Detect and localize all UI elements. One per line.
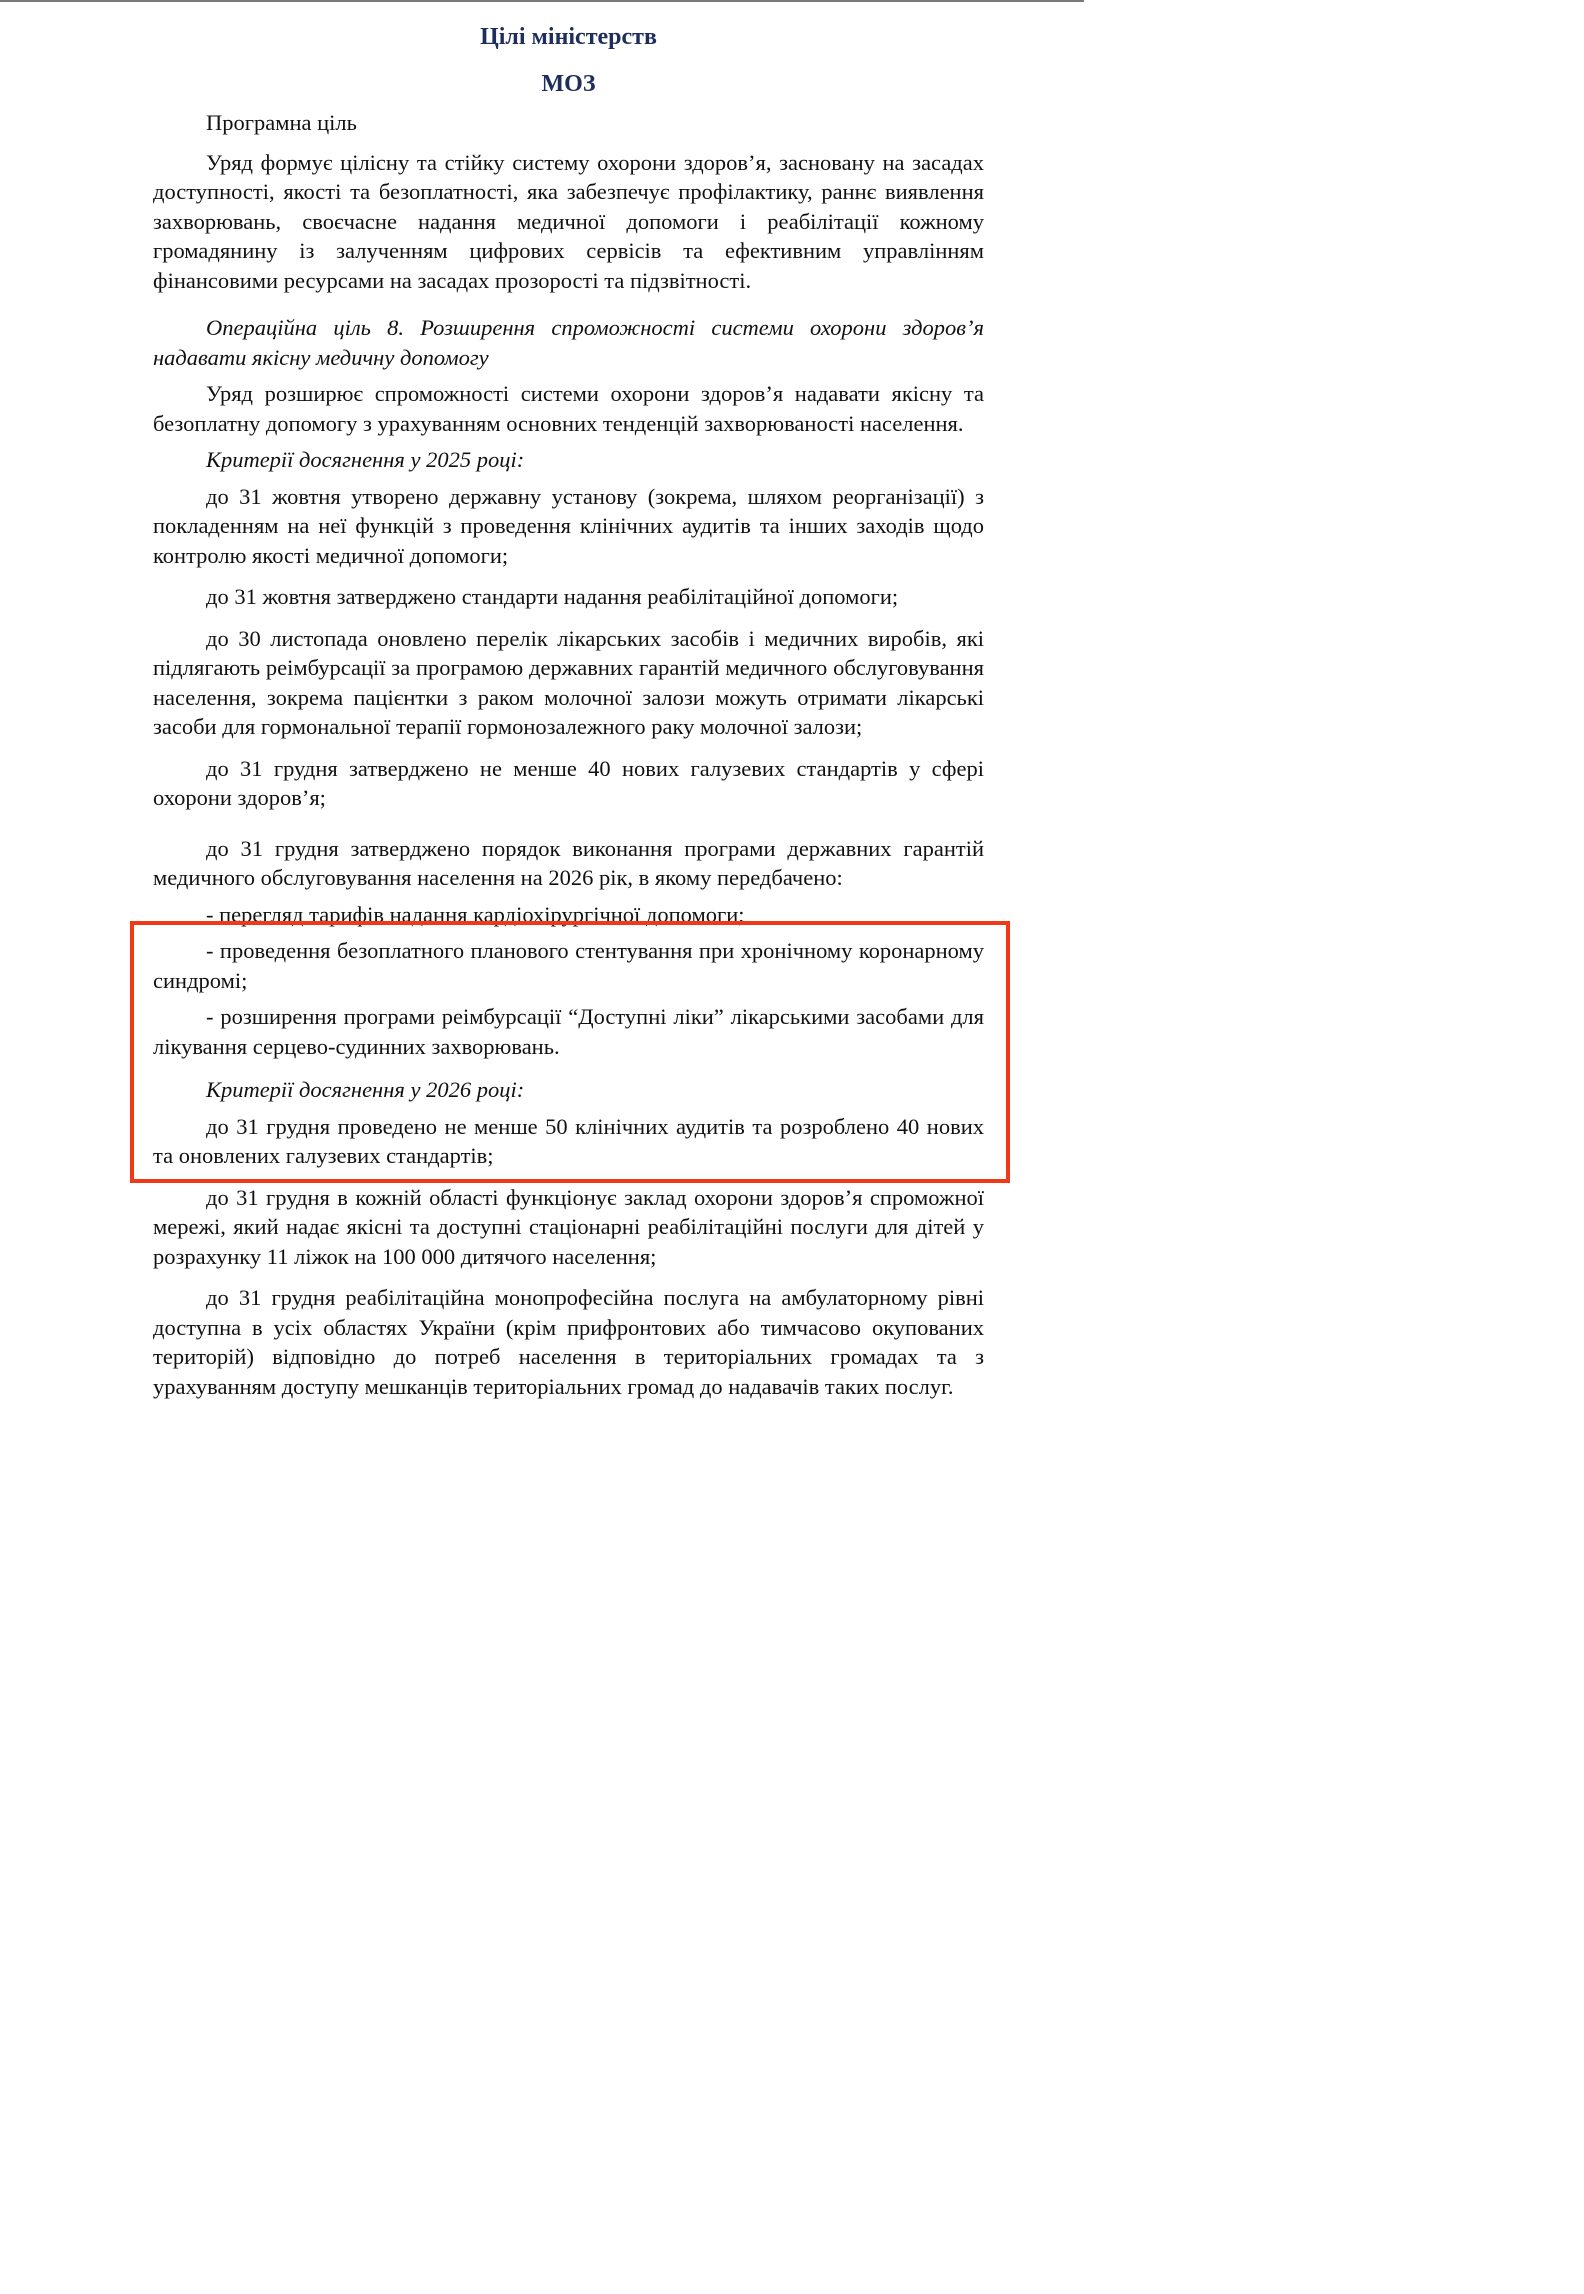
document-page — [153, 0, 984, 1401]
highlighted-bullet: - розширення програми реімбурсації “Доступні ліки” лікарськими засобами для лікування серцево-судинних захворювань. — [153, 1004, 984, 1059]
criteria-2026-heading: Критерії досягнення у 2026 році: — [206, 1077, 525, 1102]
highlighted-intro: до 31 грудня затверджено порядок виконання програми державних гарантій медичного обслуговування населення на 2026 рік, в якому передбачено: — [153, 835, 984, 890]
criteria-2025-item: до 31 жовтня утворено державну установу (зокрема, шляхом реорганізації) з покладенням на неї функцій з проведення клінічних аудитів та інших заходів щодо контролю якості медичної допомоги; — [153, 483, 984, 568]
highlighted-bullet: - проведення безоплатного планового стентування при хронічному коронарному синдромі; — [153, 938, 984, 993]
operational-goal-title: Операційна ціль 8. Розширення спроможності системи охорони здоров’я надавати якісну медичну допомогу — [153, 315, 984, 370]
criteria-2025-item: до 30 листопада оновлено перелік лікарських засобів і медичних виробів, які підлягають реімбурсації за програмою державних гарантій медичного обслуговування населення, зокрема пацієнтки з раком молочної залози можуть отримати лікарські засоби для гормональної терапії гормонозалежного раку молочної залози; — [153, 625, 984, 739]
highlighted-block — [153, 834, 984, 1062]
criteria-2026-item: до 31 грудня в кожній області функціонує заклад охорони здоров’я спроможної мережі, який надає якісні та доступні стаціонарні реабілітаційні послуги для дітей у розрахунку 11 ліжок на 100 000 дитячого населення; — [153, 1184, 984, 1269]
criteria-2026-item: до 31 грудня проведено не менше 50 клінічних аудитів та розроблено 40 нових та оновлених галузевих стандартів; — [153, 1113, 984, 1168]
program-goal-text: Уряд формує цілісну та стійку систему охорони здоров’я, засновану на засадах доступності, якості та безоплатності, яка забезпечує профілактику, раннє виявлення захворювань, своєчасне надання медичної допомоги і реабілітації кожному громадянину із залученням цифрових сервісів та ефективним управлінням фінансовими ресурсами на засадах прозорості та підзвітності. — [153, 149, 984, 293]
criteria-2025-item: до 31 грудня затверджено не менше 40 нових галузевих стандартів у сфері охорони здоров’я; — [153, 755, 984, 810]
operational-goal-text: Уряд розширює спроможності системи охорони здоров’я надавати якісну та безоплатну допомогу з урахуванням основних тенденцій захворюваності населення. — [153, 381, 984, 436]
criteria-2026-item: до 31 грудня реабілітаційна монопрофесійна послуга на амбулаторному рівні доступна в усіх областях України (крім прифронтових або тимчасово окупованих територій) відповідно до потреб населення в територіальних громадах та з урахуванням доступу мешканців територіальних громад до надавачів таких послуг. — [153, 1285, 984, 1399]
document-title: Цілі міністерств — [480, 24, 657, 50]
criteria-2025-heading: Критерії досягнення у 2025 році: — [206, 447, 525, 472]
highlighted-bullet: - перегляд тарифів надання кардіохірургічної допомоги; — [206, 901, 745, 927]
criteria-2025-item: до 31 жовтня затверджено стандарти надання реабілітаційної допомоги; — [206, 584, 899, 609]
ministry-heading: МОЗ — [541, 71, 596, 97]
program-goal-label: Програмна ціль — [206, 110, 357, 135]
